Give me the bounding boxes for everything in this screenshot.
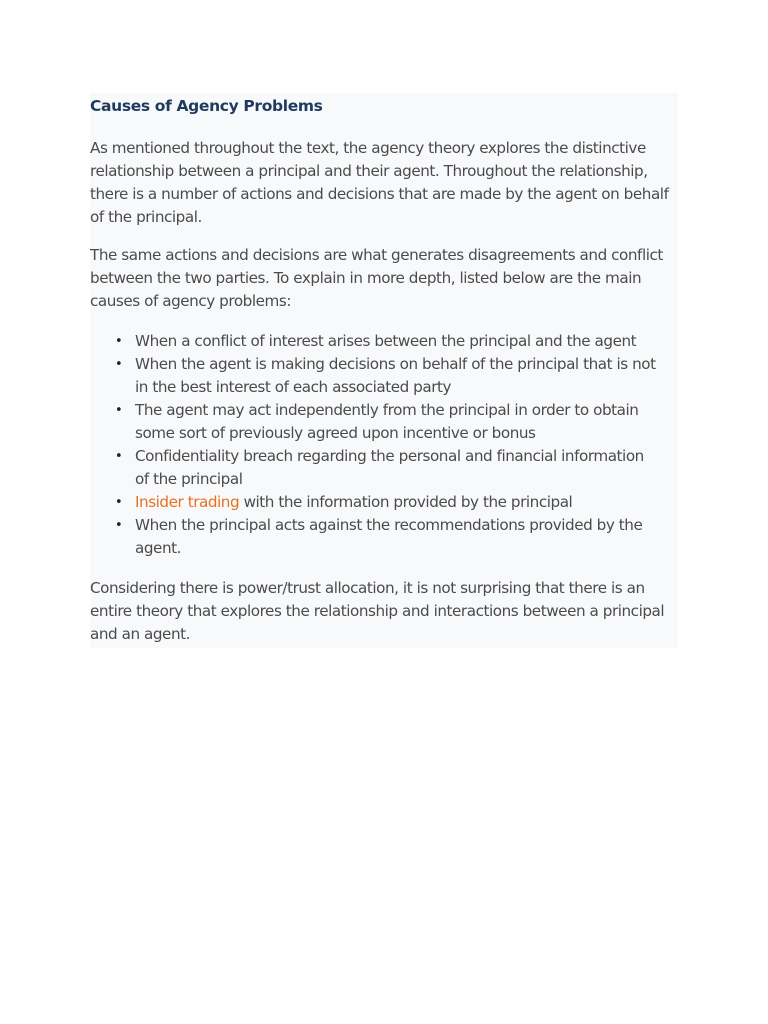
closing-paragraph: Considering there is power/trust allocation, it is not surprising that there is an entire theory that explores the relationship and interactions between a principal and an agent.	[90, 579, 665, 643]
list-item-text: The agent may act independently from the principal in order to obtain some sort of previously agreed upon incentive or bonus	[135, 401, 639, 442]
causes-list	[90, 330, 660, 560]
causes-intro-paragraph: The same actions and decisions are what generates disagreements and conflict between the two parties. To explain in more depth, listed below are the main causes of agency problems:	[90, 246, 663, 310]
list-item-text: When the agent is making decisions on behalf of the principal that is not in the best interest of each associated party	[135, 355, 656, 396]
list-item	[115, 514, 660, 560]
bullet-icon: •	[115, 334, 123, 349]
intro-paragraph: As mentioned throughout the text, the agency theory explores the distinctive relationship between a principal and their agent. Throughout the relationship, there is a number of actions and decisions that are made by the agent on behalf of the principal.	[90, 139, 669, 226]
list-item-text: with the information provided by the principal	[239, 493, 573, 511]
list-item-text: When the principal acts against the recommendations provided by the agent.	[135, 516, 643, 557]
bullet-icon: •	[115, 403, 123, 418]
list-item	[115, 445, 660, 491]
list-item	[115, 353, 660, 399]
bullet-icon: •	[115, 449, 123, 464]
bullet-icon: •	[115, 518, 123, 533]
article-block	[90, 93, 678, 648]
list-item	[115, 399, 660, 445]
list-item	[115, 491, 660, 514]
bullet-icon: •	[115, 357, 123, 372]
page-title: Causes of Agency Problems	[90, 97, 323, 115]
list-item	[115, 330, 660, 353]
bullet-icon: •	[115, 495, 123, 510]
list-item-text: When a conflict of interest arises between the principal and the agent	[135, 332, 637, 350]
insider-trading-link[interactable]: Insider trading	[135, 493, 240, 511]
list-item-text: Confidentiality breach regarding the personal and financial information of the principal	[135, 447, 644, 488]
